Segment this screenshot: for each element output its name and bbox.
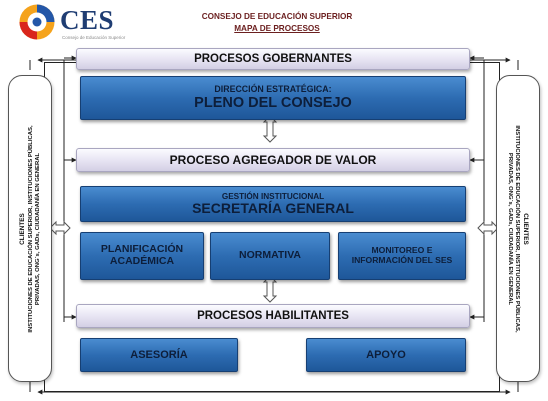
clients-line-2: PRIVADAS, ONG´s, GADs, CIUDADANÍA EN GENERAL <box>34 152 41 305</box>
monitoreo-block <box>338 232 466 280</box>
page-subtitle: MAPA DE PROCESOS <box>234 24 320 33</box>
clients-heading: CLIENTES <box>18 212 26 245</box>
clients-text-right <box>507 75 529 382</box>
monitoreo-line-1: MONITOREO E <box>371 245 433 256</box>
direccion-estrategica-label: DIRECCIÓN ESTRATÉGICA: <box>214 83 332 94</box>
logo-subtitle: Consejo de Educación Superior <box>62 35 126 40</box>
proceso-agregador-label: PROCESO AGREGADOR DE VALOR <box>169 153 377 167</box>
clients-line-1: INSTITUCIONES DE EDUCACIÓN SUPERIOR, INSTITUCIONES PÚBLICAS, <box>27 124 34 333</box>
normativa-label: NORMATIVA <box>238 249 302 262</box>
asesoria-label: ASESORÍA <box>130 348 188 361</box>
procesos-habilitantes-label: PROCESOS HABILITANTES <box>197 310 349 322</box>
apoyo-block <box>306 338 466 372</box>
proceso-agregador-bar <box>76 148 470 172</box>
procesos-gobernantes-bar <box>76 48 470 70</box>
normativa-block <box>210 232 330 280</box>
secretaria-general-block <box>80 186 466 222</box>
clients-box-right <box>496 75 540 382</box>
gestion-institucional-label: GESTIÓN INSTITUCIONAL <box>221 191 325 201</box>
asesoria-block <box>80 338 238 372</box>
procesos-habilitantes-bar <box>76 304 470 328</box>
pleno-del-consejo-label: PLENO DEL CONSEJO <box>194 94 352 111</box>
clients-box-left <box>8 75 52 382</box>
clients-line-1: INSTITUCIONES DE EDUCACIÓN SUPERIOR, INSTITUCIONES PÚBLICAS, <box>514 124 521 333</box>
secretaria-general-label: SECRETARÍA GENERAL <box>192 199 354 216</box>
pleno-del-consejo-block <box>80 76 466 120</box>
logo-name: CES <box>60 5 115 35</box>
planificacion-line-1: PLANIFICACIÓN <box>100 243 184 256</box>
planificacion-academica-block <box>80 232 204 280</box>
clients-text-left <box>19 75 41 382</box>
clients-line-2: PRIVADAS, ONG´s, GADs, CIUDADANÍA EN GENERAL <box>507 152 514 305</box>
procesos-gobernantes-label: PROCESOS GOBERNANTES <box>194 53 352 65</box>
page-title: CONSEJO DE EDUCACIÓN SUPERIOR <box>201 12 353 21</box>
apoyo-label: APOYO <box>366 348 406 361</box>
planificacion-line-2: ACADÉMICA <box>109 255 175 267</box>
clients-heading: CLIENTES <box>522 212 530 245</box>
monitoreo-line-2: INFORMACIÓN DEL SES <box>351 255 453 265</box>
